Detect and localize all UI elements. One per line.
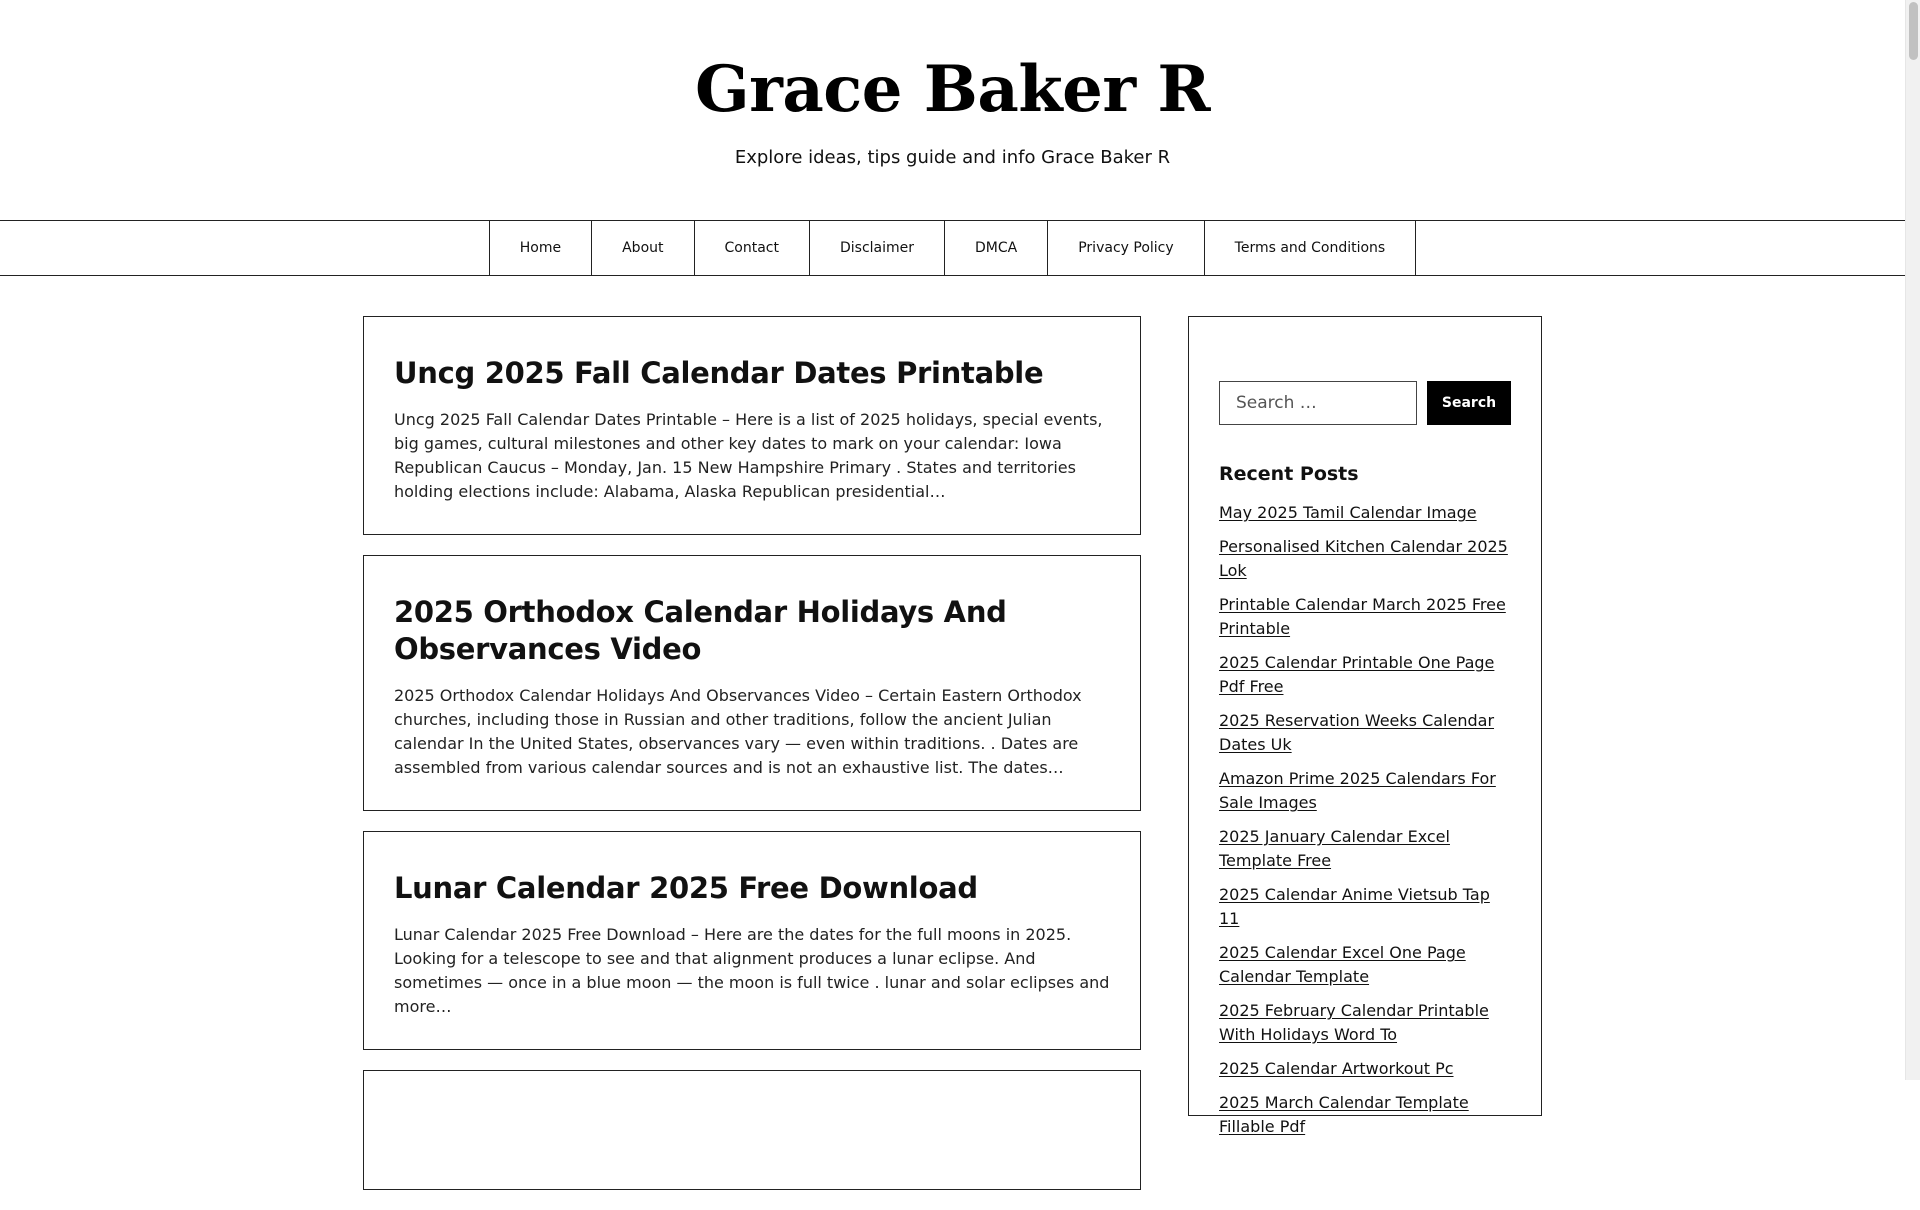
post-card-partial bbox=[363, 1070, 1141, 1190]
recent-post-link[interactable]: Printable Calendar March 2025 Free Printable bbox=[1219, 595, 1506, 638]
list-item bbox=[1219, 825, 1511, 873]
recent-post-link[interactable]: Amazon Prime 2025 Calendars For Sale Images bbox=[1219, 769, 1496, 812]
list-item bbox=[1219, 883, 1511, 931]
list-item bbox=[1219, 999, 1511, 1047]
nav-item-about[interactable]: About bbox=[592, 221, 694, 275]
sidebar bbox=[1188, 316, 1542, 1136]
site-header bbox=[0, 0, 1905, 220]
post-card bbox=[363, 555, 1141, 811]
list-item bbox=[1219, 1091, 1511, 1139]
post-title-link[interactable]: Uncg 2025 Fall Calendar Dates Printable bbox=[394, 356, 1044, 390]
list-item bbox=[1219, 767, 1511, 815]
scrollbar-thumb[interactable] bbox=[1909, 2, 1918, 60]
nav-list bbox=[489, 221, 1416, 275]
site-description: Explore ideas, tips guide and info Grace Baker R bbox=[734, 147, 1171, 168]
nav-item-disclaimer[interactable]: Disclaimer bbox=[810, 221, 945, 275]
recent-post-link[interactable]: 2025 Calendar Artworkout Pc bbox=[1219, 1059, 1454, 1078]
post-card bbox=[363, 831, 1141, 1050]
vertical-scrollbar[interactable] bbox=[1905, 0, 1920, 1080]
post-excerpt: 2025 Orthodox Calendar Holidays And Observances Video – Certain Eastern Orthodox churches, including those in Russian and other traditions, follow the ancient Julian calendar In the United States, observances vary — even within traditions. . Dates are assembled from various calendar sources and is not an exhaustive list. The dates… bbox=[394, 686, 1082, 777]
recent-post-link[interactable]: 2025 January Calendar Excel Template Free bbox=[1219, 827, 1450, 870]
site-title[interactable]: Grace Baker R bbox=[694, 52, 1211, 127]
recent-post-link[interactable]: 2025 March Calendar Template Fillable Pdf bbox=[1219, 1093, 1469, 1136]
post-card bbox=[363, 316, 1141, 535]
list-item bbox=[1219, 651, 1511, 699]
nav-item-contact[interactable]: Contact bbox=[695, 221, 810, 275]
recent-post-link[interactable]: 2025 Calendar Printable One Page Pdf Free bbox=[1219, 653, 1495, 696]
list-item bbox=[1219, 535, 1511, 583]
post-excerpt: Lunar Calendar 2025 Free Download – Here are the dates for the full moons in 2025. Looking for a telescope to see and that alignment produces a lunar eclipse. And sometimes — once in a blue moon — the moon is full twice . lunar and solar eclipses and more… bbox=[394, 925, 1110, 1016]
search-form bbox=[1219, 381, 1511, 425]
nav-item-dmca[interactable]: DMCA bbox=[945, 221, 1048, 275]
post-title bbox=[394, 870, 1110, 907]
list-item bbox=[1219, 1057, 1511, 1081]
recent-post-link[interactable]: Personalised Kitchen Calendar 2025 Lok bbox=[1219, 537, 1508, 580]
main-navigation bbox=[0, 220, 1905, 276]
list-item bbox=[1219, 501, 1511, 525]
search-input[interactable] bbox=[1219, 381, 1417, 425]
recent-post-link[interactable]: 2025 Calendar Anime Vietsub Tap 11 bbox=[1219, 885, 1490, 928]
recent-posts-title: Recent Posts bbox=[1219, 463, 1359, 485]
post-title-link[interactable]: 2025 Orthodox Calendar Holidays And Observances Video bbox=[394, 595, 1007, 666]
recent-posts-list bbox=[1219, 501, 1511, 1139]
post-title-link[interactable]: Lunar Calendar 2025 Free Download bbox=[394, 871, 978, 905]
main-content bbox=[363, 316, 1141, 1210]
recent-post-link[interactable]: 2025 Calendar Excel One Page Calendar Template bbox=[1219, 943, 1466, 986]
list-item bbox=[1219, 941, 1511, 989]
post-excerpt: Uncg 2025 Fall Calendar Dates Printable – Here is a list of 2025 holidays, special events, big games, cultural milestones and other key dates to mark on your calendar: Iowa Republican Caucus – Monday, Jan. 15 New Hampshire Primary . States and territories holding elections include: Alabama, Alaska Republican presidential… bbox=[394, 410, 1103, 501]
nav-item-terms-and-conditions[interactable]: Terms and Conditions bbox=[1205, 221, 1417, 275]
nav-item-home[interactable]: Home bbox=[490, 221, 592, 275]
nav-item-privacy-policy[interactable]: Privacy Policy bbox=[1048, 221, 1204, 275]
list-item bbox=[1219, 709, 1511, 757]
recent-post-link[interactable]: 2025 Reservation Weeks Calendar Dates Uk bbox=[1219, 711, 1495, 754]
post-title bbox=[394, 355, 1110, 392]
search-button[interactable]: Search bbox=[1427, 381, 1511, 425]
recent-post-link[interactable]: 2025 February Calendar Printable With Holidays Word To bbox=[1219, 1001, 1489, 1044]
recent-post-link[interactable]: May 2025 Tamil Calendar Image bbox=[1219, 503, 1477, 522]
list-item bbox=[1219, 593, 1511, 641]
post-title bbox=[394, 594, 1110, 668]
